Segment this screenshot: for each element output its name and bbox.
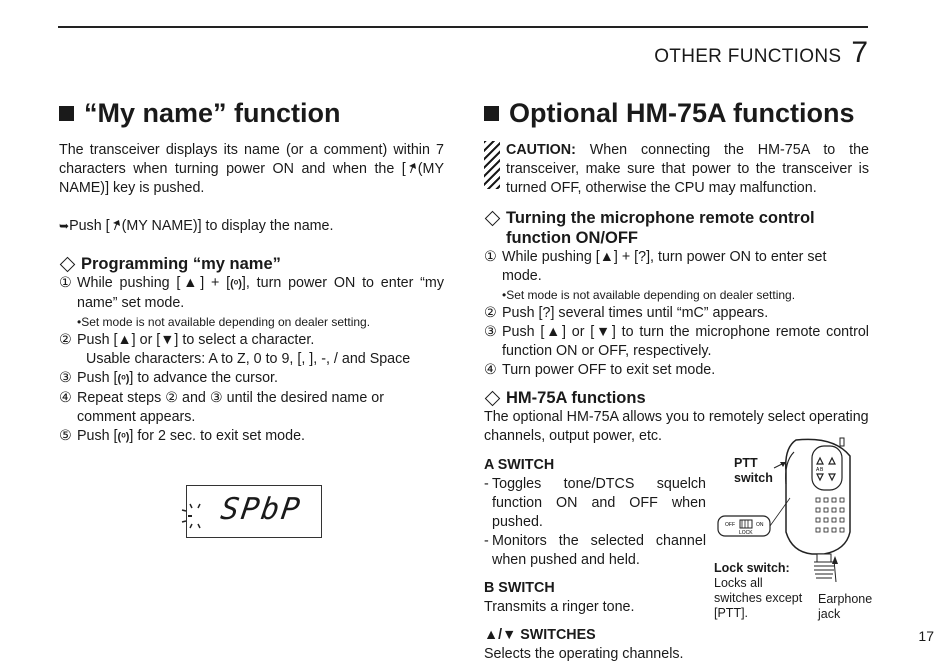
step-5 bbox=[59, 427, 444, 447]
my-name-title-text: “My name” function bbox=[84, 98, 341, 128]
step-number: ① bbox=[484, 249, 497, 265]
a-switch-item-2-text: Monitors the selected channel when pushed and held. bbox=[492, 533, 706, 568]
caution-text bbox=[506, 141, 869, 198]
step-1 bbox=[59, 274, 444, 313]
step-1-text-b: ], turn power ON to enter “my name” set mode. bbox=[77, 275, 444, 311]
intro-text-b: (MY NAME)] key is pushed. bbox=[59, 161, 444, 196]
right-column bbox=[484, 141, 869, 664]
earphone-jack-label: Earphone jack bbox=[818, 592, 873, 621]
step-text: Push [?] several times until “mC” appears. bbox=[502, 305, 769, 321]
hm75a-functions-text: The optional HM-75A allows you to remotely select operating channels, output power, etc. bbox=[484, 409, 869, 444]
a-switch-item-2: - Monitors the selected channel when pushed and held. bbox=[484, 533, 706, 568]
chapter-number: 7 bbox=[851, 36, 868, 69]
push-instruction bbox=[59, 217, 444, 236]
diamond-bullet-icon bbox=[60, 257, 76, 273]
updown-switch-title: ▲/▼ SWITCHES bbox=[484, 627, 596, 643]
square-bullet-icon bbox=[59, 106, 74, 121]
push-text-b: (MY NAME)] to display the name. bbox=[121, 218, 334, 234]
intro-text-a: The transceiver displays its name (or a comment) within 7 characters when turning power ON and when the [ bbox=[59, 142, 444, 177]
step-text bbox=[77, 274, 444, 313]
hm75a-title-text: Optional HM-75A functions bbox=[509, 98, 855, 128]
step-text: While pushing [▲] + [?], turn power ON to enter set mode. bbox=[502, 249, 827, 284]
channel-key-icon: (ᵒ) bbox=[117, 373, 130, 385]
my-name-key-icon bbox=[111, 219, 121, 231]
lock-on-label: ON bbox=[756, 522, 764, 528]
channel-key-icon: (ᵒ) bbox=[230, 278, 242, 290]
r-step-1-note: •Set mode is not available depending on dealer setting. bbox=[502, 288, 796, 302]
remote-control-subtitle-text: Turning the microphone remote control function ON/OFF bbox=[506, 209, 815, 247]
step-number: ③ bbox=[484, 324, 497, 340]
hm75a-title bbox=[484, 98, 855, 129]
my-name-intro bbox=[59, 141, 444, 198]
running-header bbox=[654, 36, 868, 70]
diamond-bullet-icon bbox=[485, 211, 501, 227]
r-step-1 bbox=[484, 248, 869, 286]
push-text-a: Push [ bbox=[69, 218, 110, 234]
step-4 bbox=[59, 389, 444, 427]
caution-hatch-icon bbox=[484, 141, 500, 189]
updown-switch-text: Selects the operating channels. bbox=[484, 646, 684, 662]
step-text: Turn power OFF to exit set mode. bbox=[502, 362, 716, 378]
arrow-right-icon: ➥ bbox=[59, 219, 70, 233]
remote-control-subtitle bbox=[484, 208, 869, 248]
lock-switch-title: Lock switch: bbox=[714, 561, 790, 575]
programming-subtitle-text: Programming “my name” bbox=[81, 255, 281, 273]
caution-body: When connecting the HM-75A to the transceiver, make sure that power to the transceiver is turned OFF, otherwise the CPU may malfunction. bbox=[506, 142, 869, 196]
page-number: 17 bbox=[918, 628, 934, 644]
a-switch-item-1-text: Toggles tone/DTCS squelch function ON and OFF when pushed. bbox=[492, 476, 706, 530]
channel-key-icon: (ᵒ) bbox=[117, 431, 130, 443]
step-5-text-a: Push [ bbox=[77, 428, 118, 444]
square-bullet-icon bbox=[484, 106, 499, 121]
top-rule bbox=[58, 26, 868, 28]
step-1-note: •Set mode is not available depending on dealer setting. bbox=[77, 315, 371, 329]
microphone-illustration bbox=[714, 432, 854, 582]
r-step-4 bbox=[484, 361, 869, 380]
lock-switch-text: Locks all switches except [PTT]. bbox=[714, 576, 803, 620]
my-name-key-icon bbox=[407, 162, 417, 174]
lock-small-label: LOCK bbox=[739, 530, 753, 536]
step-3 bbox=[59, 369, 444, 389]
step-2 bbox=[59, 331, 444, 350]
step-1-text-a: While pushing [▲] + [ bbox=[77, 275, 231, 291]
programming-subtitle bbox=[59, 254, 444, 274]
r-step-3 bbox=[484, 323, 869, 361]
step-number: ③ bbox=[59, 370, 72, 386]
step-5-text-b: ] for 2 sec. to exit set mode. bbox=[129, 428, 305, 444]
lcd-text: SPbP bbox=[218, 492, 304, 527]
section-title: OTHER FUNCTIONS bbox=[654, 46, 842, 67]
usable-characters: Usable characters: A to Z, 0 to 9, [, ], -, / and Space bbox=[86, 351, 411, 367]
lock-switch-label bbox=[714, 561, 806, 621]
hm75a-functions-subtitle bbox=[484, 388, 869, 408]
left-column bbox=[59, 141, 444, 447]
step-text: Push [▲] or [▼] to turn the microphone remote control function ON or OFF, respectively. bbox=[502, 324, 869, 359]
b-switch-text: Transmits a ringer tone. bbox=[484, 599, 635, 615]
my-name-title bbox=[59, 98, 341, 129]
a-switch-title: A SWITCH bbox=[484, 457, 555, 473]
diamond-bullet-icon bbox=[485, 391, 501, 407]
caution-box bbox=[484, 141, 869, 198]
step-text: Repeat steps ② and ③ until the desired name or comment appears. bbox=[77, 390, 384, 425]
b-switch-title: B SWITCH bbox=[484, 580, 555, 596]
step-text: Push [▲] or [▼] to select a character. bbox=[77, 332, 315, 348]
a-key-label: A bbox=[816, 467, 820, 473]
step-text bbox=[77, 369, 278, 389]
step-3-text-a: Push [ bbox=[77, 370, 118, 386]
lock-off-label: OFF bbox=[725, 522, 735, 528]
r-step-2 bbox=[484, 304, 869, 323]
step-text bbox=[77, 427, 305, 447]
b-key-label: B bbox=[820, 467, 824, 473]
caution-label: CAUTION: bbox=[506, 142, 576, 158]
step-number: ② bbox=[484, 305, 497, 321]
lcd-display bbox=[186, 485, 322, 538]
step-number: ⑤ bbox=[59, 428, 72, 444]
step-number: ④ bbox=[59, 390, 72, 406]
step-number: ② bbox=[59, 332, 72, 348]
step-number: ① bbox=[59, 275, 72, 291]
hm75a-functions-subtitle-text: HM-75A functions bbox=[506, 389, 646, 407]
step-number: ④ bbox=[484, 362, 497, 378]
switch-descriptions bbox=[484, 456, 706, 664]
blinking-cursor-icon bbox=[179, 496, 219, 532]
step-3-text-b: ] to advance the cursor. bbox=[129, 370, 278, 386]
a-switch-item-1: - Toggles tone/DTCS squelch function ON and OFF when pushed. bbox=[484, 476, 706, 530]
ptt-switch-label: PTT switch bbox=[734, 456, 773, 485]
